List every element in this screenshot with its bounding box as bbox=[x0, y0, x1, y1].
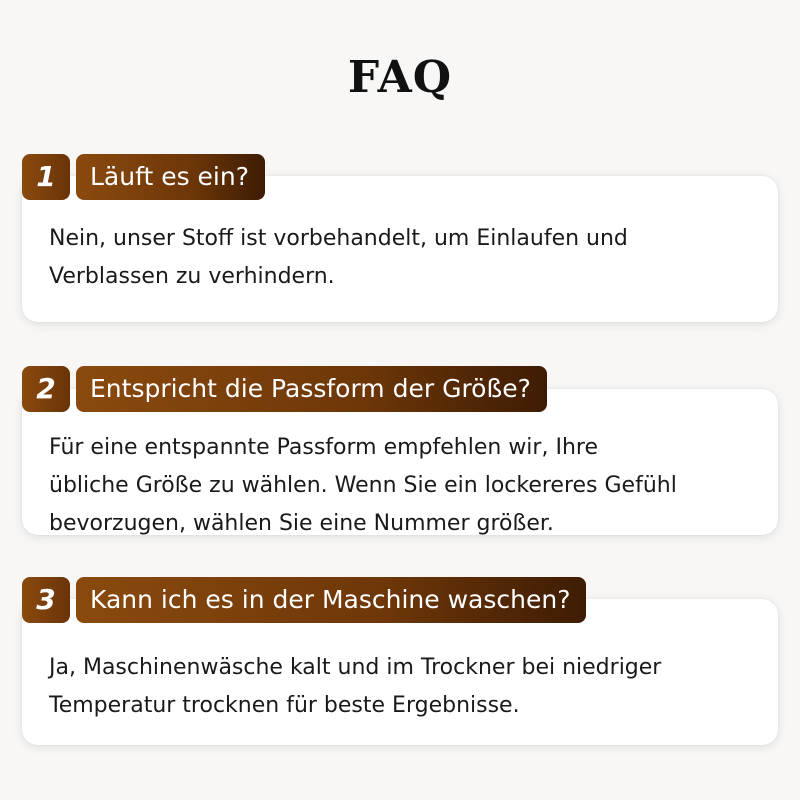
answer-text: Nein, unser Stoff ist vorbehandelt, um Einlaufen und Verblassen zu verhindern. bbox=[49, 226, 628, 289]
question-label: Entspricht die Passform der Größe? bbox=[76, 366, 547, 412]
question-label: Kann ich es in der Maschine waschen? bbox=[76, 577, 586, 623]
page-title: FAQ bbox=[347, 52, 453, 103]
number-badge: 2 bbox=[22, 366, 70, 412]
answer-text: Für eine entspannte Passform empfehlen wir, Ihre übliche Größe zu wählen. Wenn Sie ein lockereres Gefühl bevorzugen, wählen Sie eine Nummer größer. bbox=[49, 435, 677, 536]
number-badge: 3 bbox=[22, 577, 70, 623]
answer-text: Ja, Maschinenwäsche kalt und im Trockner bei niedriger Temperatur trocknen für beste Ergebnisse. bbox=[49, 655, 662, 718]
number-badge: 1 bbox=[22, 154, 70, 200]
question-label: Läuft es ein? bbox=[76, 154, 265, 200]
